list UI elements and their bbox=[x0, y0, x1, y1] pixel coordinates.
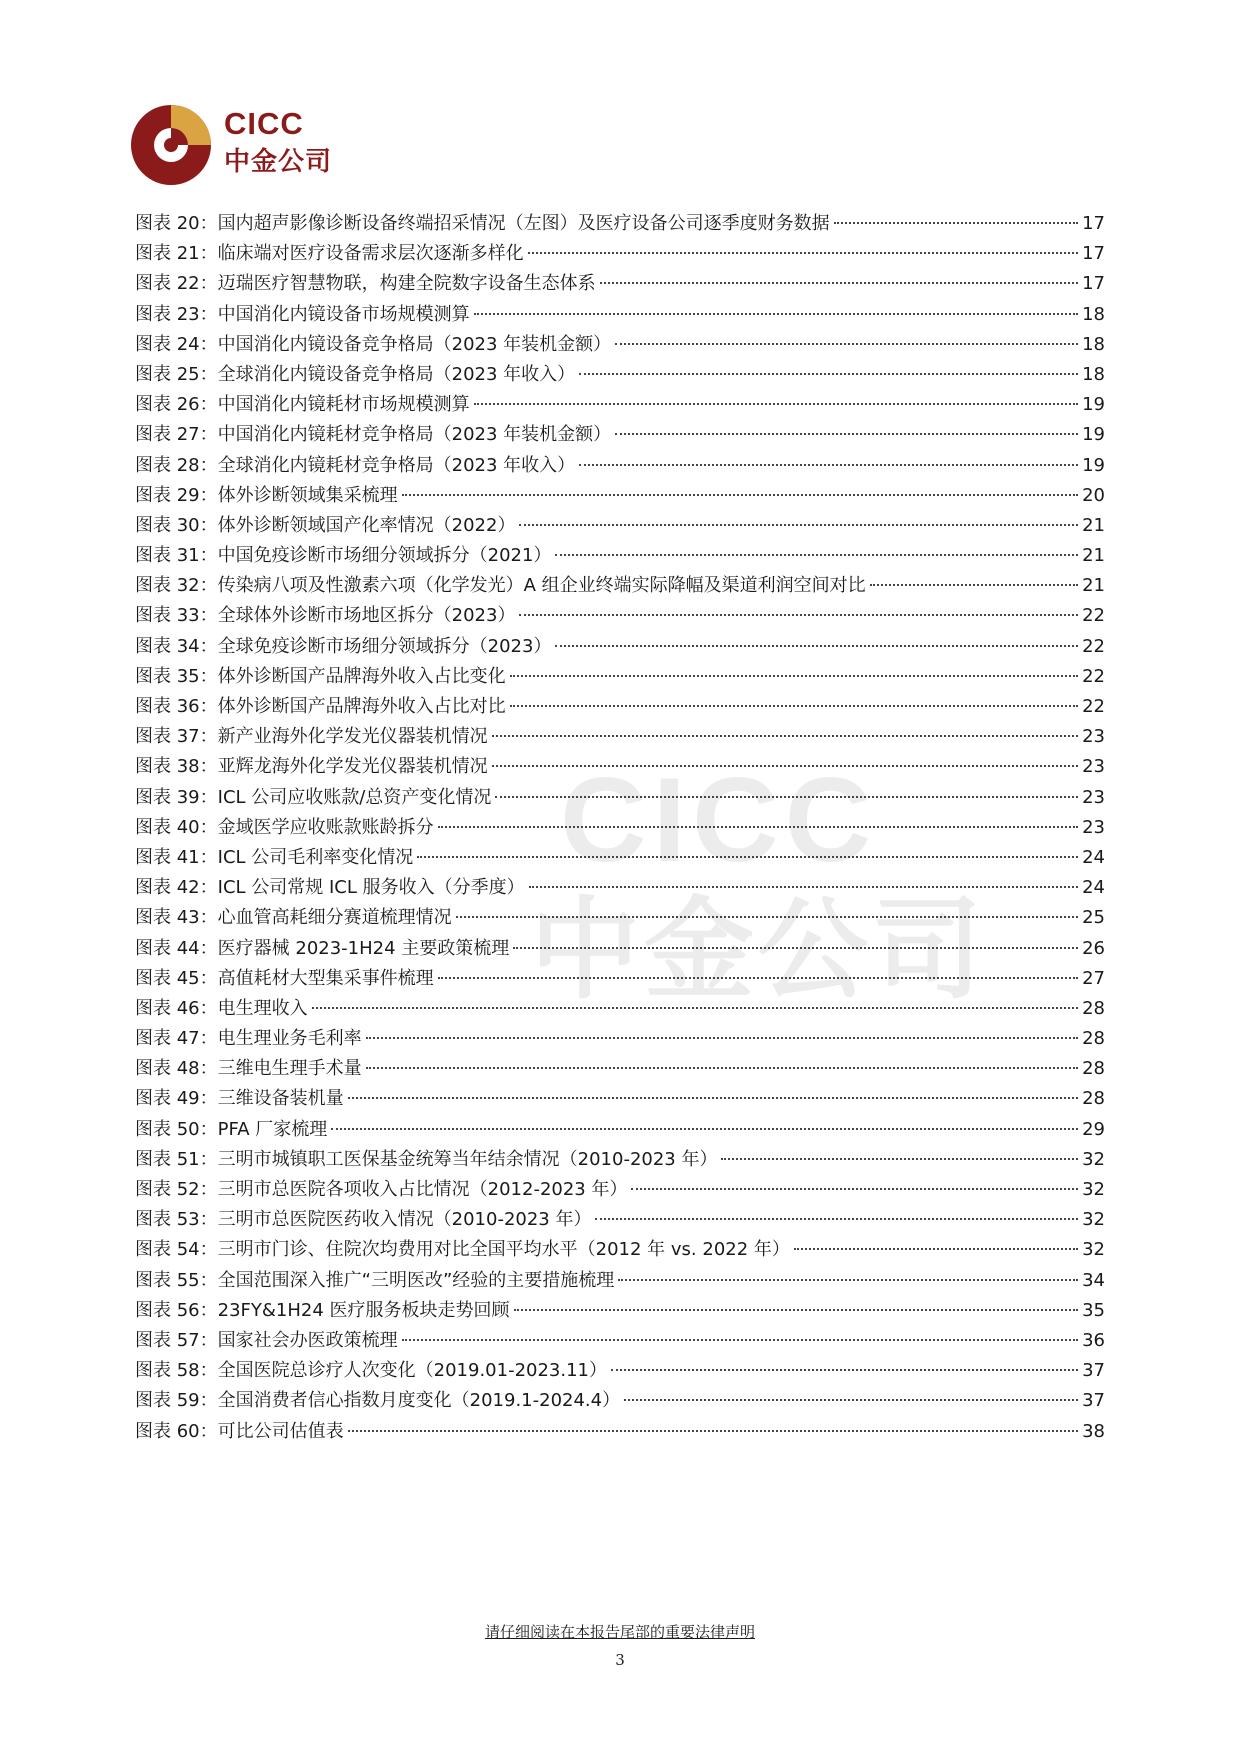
toc-entry[interactable] bbox=[135, 1235, 1105, 1265]
toc-entry-page[interactable]: 19 bbox=[1082, 454, 1105, 476]
toc-dot-leader bbox=[366, 1036, 1078, 1039]
toc-entry[interactable] bbox=[135, 1205, 1105, 1235]
toc-entry[interactable] bbox=[135, 813, 1105, 843]
toc-entry-label: 图表 31： bbox=[135, 545, 218, 567]
toc-entry[interactable] bbox=[135, 692, 1105, 722]
toc-entry-label: 图表 26： bbox=[135, 394, 218, 416]
toc-entry-page[interactable]: 17 bbox=[1082, 213, 1105, 234]
toc-entry[interactable] bbox=[135, 1356, 1105, 1386]
toc-dot-leader bbox=[618, 1278, 1078, 1281]
toc-entry-page[interactable]: 24 bbox=[1082, 846, 1105, 868]
toc-entry-title[interactable]: 全球消化内镜设备竞争格局（2023 年收入） bbox=[217, 363, 576, 385]
toc-entry-title[interactable]: 高值耗材大型集采事件梳理 bbox=[217, 967, 434, 989]
toc-entry[interactable] bbox=[135, 1296, 1105, 1326]
toc-entry-label: 图表 22： bbox=[135, 273, 218, 295]
toc-entry-page[interactable]: 23 bbox=[1082, 786, 1105, 808]
toc-entry-page[interactable]: 36 bbox=[1082, 1329, 1105, 1351]
toc-dot-leader bbox=[721, 1157, 1078, 1160]
figure-index-list bbox=[135, 209, 1105, 1447]
toc-dot-leader bbox=[595, 1217, 1078, 1220]
toc-dot-leader bbox=[474, 402, 1078, 405]
toc-entry-page[interactable]: 37 bbox=[1082, 1390, 1105, 1412]
toc-entry[interactable] bbox=[135, 420, 1105, 450]
toc-entry-page[interactable]: 32 bbox=[1082, 1148, 1105, 1170]
toc-entry-title[interactable]: 中国消化内镜耗材市场规模测算 bbox=[217, 394, 470, 416]
toc-entry[interactable] bbox=[135, 1145, 1105, 1175]
toc-entry[interactable] bbox=[135, 360, 1105, 390]
toc-entry-page[interactable]: 18 bbox=[1082, 363, 1105, 385]
toc-entry-page[interactable]: 35 bbox=[1082, 1299, 1105, 1321]
toc-entry-page[interactable]: 26 bbox=[1082, 937, 1105, 959]
toc-entry[interactable] bbox=[135, 481, 1105, 511]
toc-entry[interactable] bbox=[135, 1084, 1105, 1114]
toc-entry-label: 图表 29： bbox=[135, 484, 218, 506]
toc-dot-leader bbox=[366, 1066, 1078, 1069]
toc-dot-leader bbox=[870, 583, 1078, 586]
toc-dot-leader bbox=[492, 734, 1078, 737]
toc-entry-page[interactable]: 18 bbox=[1082, 333, 1105, 355]
toc-entry-label: 图表 46： bbox=[135, 997, 218, 1019]
toc-entry-title[interactable]: 电生理收入 bbox=[217, 997, 308, 1019]
toc-entry[interactable] bbox=[135, 451, 1105, 481]
toc-entry-page[interactable]: 28 bbox=[1082, 1088, 1105, 1110]
toc-entry-label: 图表 47： bbox=[135, 1028, 218, 1050]
toc-dot-leader bbox=[519, 613, 1078, 616]
toc-entry-title[interactable]: 迈瑞医疗智慧物联，构建全院数字设备生态体系 bbox=[217, 273, 596, 295]
toc-dot-leader bbox=[331, 1127, 1078, 1130]
toc-entry-page[interactable]: 21 bbox=[1082, 514, 1105, 536]
toc-entry-label: 图表 36： bbox=[135, 696, 218, 717]
toc-dot-leader bbox=[794, 1247, 1078, 1250]
toc-dot-leader bbox=[600, 281, 1078, 284]
toc-dot-leader bbox=[312, 1006, 1078, 1009]
toc-dot-leader bbox=[402, 493, 1078, 496]
toc-entry-page[interactable]: 23 bbox=[1082, 726, 1105, 748]
toc-entry-label: 图表 32： bbox=[135, 575, 218, 597]
toc-dot-leader bbox=[631, 1187, 1078, 1190]
toc-entry-label: 图表 37： bbox=[135, 726, 218, 748]
toc-entry-title[interactable]: ICL 公司应收账款/总资产变化情况 bbox=[217, 786, 492, 808]
toc-entry-label: 图表 39： bbox=[135, 786, 218, 808]
toc-entry-page[interactable]: 28 bbox=[1082, 997, 1105, 1019]
toc-entry-label: 图表 48： bbox=[135, 1058, 218, 1080]
toc-entry-page[interactable]: 38 bbox=[1082, 1420, 1105, 1442]
toc-entry[interactable] bbox=[135, 330, 1105, 360]
toc-entry-title[interactable]: 三明市门诊、住院次均费用对比全国平均水平（2012 年 vs. 2022 年） bbox=[217, 1239, 790, 1261]
toc-entry-page[interactable]: 21 bbox=[1082, 545, 1105, 567]
toc-dot-leader bbox=[615, 432, 1078, 435]
toc-entry-page[interactable]: 27 bbox=[1082, 967, 1105, 989]
toc-entry[interactable] bbox=[135, 390, 1105, 420]
toc-dot-leader bbox=[456, 915, 1078, 918]
toc-entry-title[interactable]: 中国免疫诊断市场细分领域拆分（2021） bbox=[217, 545, 552, 567]
toc-entry-label: 图表 21： bbox=[135, 243, 218, 265]
toc-entry[interactable] bbox=[135, 601, 1105, 631]
toc-entry-label: 图表 52： bbox=[135, 1179, 218, 1200]
toc-entry-label: 图表 54： bbox=[135, 1239, 218, 1261]
toc-entry-title[interactable]: 三维设备装机量 bbox=[217, 1088, 344, 1110]
toc-entry-page[interactable]: 29 bbox=[1082, 1118, 1105, 1140]
toc-entry[interactable] bbox=[135, 239, 1105, 269]
toc-entry-title[interactable]: 体外诊断领域集采梳理 bbox=[217, 484, 398, 506]
toc-entry[interactable] bbox=[135, 209, 1105, 239]
toc-entry-label: 图表 42： bbox=[135, 877, 218, 899]
toc-entry-page[interactable]: 22 bbox=[1082, 665, 1105, 687]
toc-entry-title[interactable]: 全球体外诊断市场地区拆分（2023） bbox=[217, 605, 516, 627]
toc-entry-title[interactable]: 全球消化内镜耗材竞争格局（2023 年收入） bbox=[217, 454, 576, 476]
toc-entry-page[interactable]: 23 bbox=[1082, 816, 1105, 838]
toc-entry[interactable] bbox=[135, 964, 1105, 994]
toc-entry-title[interactable]: 中国消化内镜耗材竞争格局（2023 年装机金额） bbox=[217, 424, 612, 446]
toc-entry-page[interactable]: 17 bbox=[1082, 243, 1105, 265]
toc-entry-title[interactable]: 传染病八项及性激素六项（化学发光）A 组企业终端实际降幅及渠道利润空间对比 bbox=[217, 575, 866, 597]
toc-entry-page[interactable]: 22 bbox=[1082, 696, 1105, 717]
toc-entry-title[interactable]: 三明市城镇职工医保基金统筹当年结余情况（2010-2023 年） bbox=[217, 1148, 718, 1170]
toc-entry-label: 图表 57： bbox=[135, 1329, 218, 1351]
toc-entry-title[interactable]: 亚辉龙海外化学发光仪器装机情况 bbox=[217, 756, 488, 778]
toc-dot-leader bbox=[528, 251, 1078, 254]
toc-entry-title[interactable]: 全球免疫诊断市场细分领域拆分（2023） bbox=[217, 635, 552, 657]
toc-entry-label: 图表 55： bbox=[135, 1269, 218, 1291]
toc-entry[interactable] bbox=[135, 873, 1105, 903]
toc-entry[interactable] bbox=[135, 843, 1105, 873]
toc-entry[interactable] bbox=[135, 269, 1105, 299]
toc-entry-title[interactable]: 体外诊断国产品牌海外收入占比对比 bbox=[217, 696, 506, 717]
toc-entry[interactable] bbox=[135, 632, 1105, 662]
toc-dot-leader bbox=[555, 553, 1078, 556]
toc-entry-page[interactable]: 28 bbox=[1082, 1028, 1105, 1050]
toc-entry-page[interactable]: 24 bbox=[1082, 877, 1105, 899]
legal-notice-link[interactable]: 请仔细阅读在本报告尾部的重要法律声明 bbox=[484, 1623, 755, 1641]
toc-dot-leader bbox=[495, 795, 1078, 798]
toc-entry-title[interactable]: PFA 厂家梳理 bbox=[217, 1118, 328, 1140]
toc-entry-label: 图表 34： bbox=[135, 635, 218, 657]
toc-entry-title[interactable]: 可比公司估值表 bbox=[217, 1420, 344, 1442]
logo-text-cn: 中金公司 bbox=[224, 147, 333, 177]
toc-entry-label: 图表 49： bbox=[135, 1088, 218, 1110]
toc-entry-page[interactable]: 37 bbox=[1082, 1360, 1105, 1382]
toc-entry-title[interactable]: 新产业海外化学发光仪器装机情况 bbox=[217, 726, 488, 748]
toc-entry[interactable] bbox=[135, 1326, 1105, 1356]
toc-entry-title[interactable]: 全国消费者信心指数月度变化（2019.1-2024.4） bbox=[217, 1390, 621, 1412]
toc-entry-title[interactable]: 全国范围深入推广“三明医改”经验的主要措施梳理 bbox=[217, 1269, 615, 1291]
toc-entry-page[interactable]: 32 bbox=[1082, 1239, 1105, 1261]
toc-entry-title[interactable]: ICL 公司常规 ICL 服务收入（分季度） bbox=[217, 877, 525, 899]
toc-entry-title[interactable]: 中国消化内镜设备市场规模测算 bbox=[217, 303, 470, 325]
toc-entry[interactable] bbox=[135, 752, 1105, 782]
toc-entry-label: 图表 23： bbox=[135, 303, 218, 325]
toc-entry[interactable] bbox=[135, 1266, 1105, 1296]
toc-entry-label: 图表 53： bbox=[135, 1209, 218, 1231]
toc-entry-title[interactable]: 全国医院总诊疗人次变化（2019.01-2023.11） bbox=[217, 1360, 608, 1382]
toc-entry-label: 图表 27： bbox=[135, 424, 218, 446]
toc-entry[interactable] bbox=[135, 783, 1105, 813]
toc-entry-page[interactable]: 17 bbox=[1082, 273, 1105, 295]
toc-entry-page[interactable]: 19 bbox=[1082, 424, 1105, 446]
toc-entry-title[interactable]: 国内超声影像诊断设备终端招采情况（左图）及医疗设备公司逐季度财务数据 bbox=[217, 213, 830, 234]
toc-dot-leader bbox=[348, 1096, 1078, 1099]
toc-entry-page[interactable]: 22 bbox=[1082, 635, 1105, 657]
toc-dot-leader bbox=[579, 463, 1078, 466]
toc-dot-leader bbox=[615, 342, 1078, 345]
toc-entry-label: 图表 56： bbox=[135, 1299, 218, 1321]
toc-entry-title[interactable]: 国家社会办医政策梳理 bbox=[217, 1329, 398, 1351]
toc-entry[interactable] bbox=[135, 571, 1105, 601]
toc-entry-label: 图表 41： bbox=[135, 846, 218, 868]
toc-entry-label: 图表 20： bbox=[135, 213, 218, 234]
toc-entry[interactable] bbox=[135, 903, 1105, 933]
logo-text-en: CICC bbox=[224, 106, 304, 141]
toc-entry-label: 图表 43： bbox=[135, 907, 218, 929]
toc-entry-page[interactable]: 20 bbox=[1082, 484, 1105, 506]
toc-entry-label: 图表 45： bbox=[135, 967, 218, 989]
toc-dot-leader bbox=[555, 644, 1078, 647]
toc-entry[interactable] bbox=[135, 1054, 1105, 1084]
toc-entry[interactable] bbox=[135, 1024, 1105, 1054]
toc-entry[interactable] bbox=[135, 511, 1105, 541]
toc-entry-label: 图表 60： bbox=[135, 1420, 218, 1442]
toc-dot-leader bbox=[519, 523, 1078, 526]
toc-dot-leader bbox=[474, 312, 1078, 315]
toc-entry-title[interactable]: 临床端对医疗设备需求层次逐渐多样化 bbox=[217, 243, 524, 265]
toc-entry-page[interactable]: 22 bbox=[1082, 605, 1105, 627]
toc-entry-title[interactable]: 三明市总医院各项收入占比情况（2012-2023 年） bbox=[217, 1179, 628, 1200]
toc-entry-label: 图表 38： bbox=[135, 756, 218, 778]
toc-dot-leader bbox=[510, 674, 1078, 677]
watermark-cn: 中金公司 bbox=[530, 886, 986, 1014]
toc-dot-leader bbox=[514, 1308, 1079, 1311]
toc-entry-page[interactable]: 23 bbox=[1082, 756, 1105, 778]
toc-entry[interactable] bbox=[135, 662, 1105, 692]
toc-entry-title[interactable]: 三维电生理手术量 bbox=[217, 1058, 362, 1080]
cicc-logo-icon bbox=[130, 104, 212, 186]
toc-dot-leader bbox=[417, 855, 1078, 858]
toc-entry-title[interactable]: 体外诊断领域国产化率情况（2022） bbox=[217, 514, 516, 536]
toc-entry-label: 图表 25： bbox=[135, 363, 218, 385]
toc-entry[interactable] bbox=[135, 1175, 1105, 1205]
toc-dot-leader bbox=[611, 1368, 1078, 1371]
cicc-logo bbox=[130, 104, 360, 186]
toc-entry-label: 图表 59： bbox=[135, 1390, 218, 1412]
toc-entry[interactable] bbox=[135, 1417, 1105, 1447]
toc-entry-title[interactable]: 心血管高耗细分赛道梳理情况 bbox=[217, 907, 452, 929]
toc-entry-label: 图表 44： bbox=[135, 937, 218, 959]
toc-entry-title[interactable]: 中国消化内镜设备竞争格局（2023 年装机金额） bbox=[217, 333, 612, 355]
toc-dot-leader bbox=[510, 704, 1078, 707]
toc-entry-label: 图表 24： bbox=[135, 333, 218, 355]
toc-entry[interactable] bbox=[135, 300, 1105, 330]
toc-entry[interactable] bbox=[135, 541, 1105, 571]
toc-dot-leader bbox=[492, 764, 1078, 767]
toc-entry[interactable] bbox=[135, 1386, 1105, 1416]
toc-entry-page[interactable]: 32 bbox=[1082, 1179, 1105, 1200]
toc-entry-label: 图表 51： bbox=[135, 1148, 218, 1170]
toc-entry-page[interactable]: 25 bbox=[1082, 907, 1105, 929]
toc-dot-leader bbox=[513, 946, 1078, 949]
toc-dot-leader bbox=[438, 825, 1078, 828]
toc-entry[interactable] bbox=[135, 994, 1105, 1024]
toc-entry[interactable] bbox=[135, 934, 1105, 964]
toc-dot-leader bbox=[402, 1338, 1078, 1341]
toc-entry-page[interactable]: 32 bbox=[1082, 1209, 1105, 1231]
toc-dot-leader bbox=[529, 885, 1078, 888]
toc-entry[interactable] bbox=[135, 1115, 1105, 1145]
toc-dot-leader bbox=[438, 976, 1078, 979]
toc-entry-label: 图表 33： bbox=[135, 605, 218, 627]
toc-entry-page[interactable]: 21 bbox=[1082, 575, 1105, 597]
toc-entry-title[interactable]: 三明市总医院医药收入情况（2010-2023 年） bbox=[217, 1209, 592, 1231]
toc-entry-label: 图表 28： bbox=[135, 454, 218, 476]
page-number: 3 bbox=[615, 1651, 625, 1669]
toc-entry-title[interactable]: 金域医学应收账款账龄拆分 bbox=[217, 816, 434, 838]
toc-entry-label: 图表 35： bbox=[135, 665, 218, 687]
toc-entry-label: 图表 50： bbox=[135, 1118, 218, 1140]
toc-dot-leader bbox=[579, 372, 1078, 375]
watermark-en: CICC bbox=[560, 753, 878, 887]
toc-entry-page[interactable]: 19 bbox=[1082, 394, 1105, 416]
toc-entry-page[interactable]: 18 bbox=[1082, 303, 1105, 325]
toc-dot-leader bbox=[348, 1429, 1078, 1432]
toc-entry[interactable] bbox=[135, 722, 1105, 752]
toc-entry-title[interactable]: 医疗器械 2023-1H24 主要政策梳理 bbox=[217, 937, 510, 959]
toc-entry-page[interactable]: 28 bbox=[1082, 1058, 1105, 1080]
toc-entry-title[interactable]: 23FY&1H24 医疗服务板块走势回顾 bbox=[217, 1299, 510, 1321]
legal-notice[interactable] bbox=[0, 1622, 1240, 1642]
toc-entry-label: 图表 58： bbox=[135, 1360, 218, 1382]
toc-entry-label: 图表 30： bbox=[135, 514, 218, 536]
toc-entry-title[interactable]: 体外诊断国产品牌海外收入占比变化 bbox=[217, 665, 506, 687]
toc-dot-leader bbox=[834, 221, 1078, 224]
toc-entry-title[interactable]: 电生理业务毛利率 bbox=[217, 1028, 362, 1050]
toc-entry-label: 图表 40： bbox=[135, 816, 218, 838]
toc-entry-title[interactable]: ICL 公司毛利率变化情况 bbox=[217, 846, 414, 868]
toc-entry-page[interactable]: 34 bbox=[1082, 1269, 1105, 1291]
toc-dot-leader bbox=[624, 1398, 1078, 1401]
